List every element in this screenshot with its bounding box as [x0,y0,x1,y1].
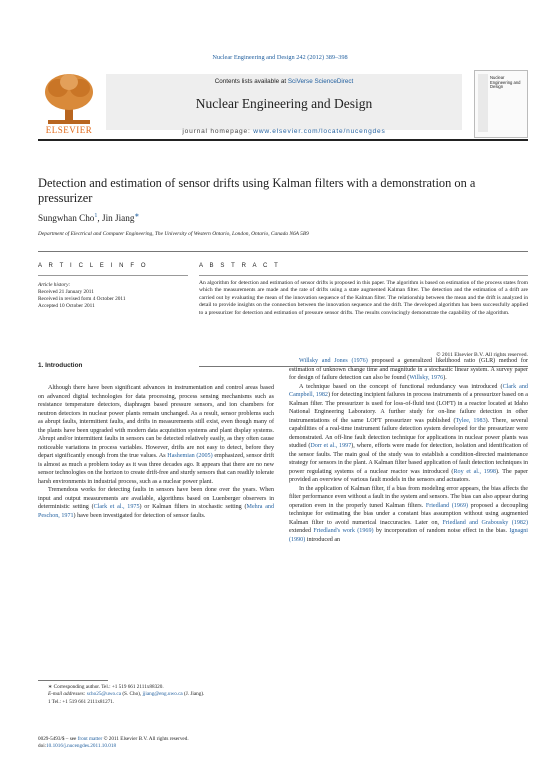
citation-link[interactable]: Clark et al., 1975 [93,504,140,510]
journal-cover-thumbnail[interactable] [474,70,528,138]
abstract-text: An algorithm for detection and estimation of sensor drifts is proposed in this paper. The algorithm is based on estimation of the process states from which the measurements are made and the rate of drifts using a state augmented Kalman filter. The detection and the estimation of a drift are carried out by evaluating the mean of the innovation sequence of the Kalman filter. The relationship between the mean and the drift is analyzed in detail to provide insights on the connection between the innovation sequence and the drift. The developed algorithm has been successfully applied to a pressurizer for detection and estimation of pressure sensor drifts. The results convincingly demonstrate the capability of the algorithm. [199,280,528,316]
abstract-copyright: © 2011 Elsevier B.V. All rights reserved. [436,352,528,358]
footnote-rule [38,680,108,681]
citation-link[interactable]: Roy et al., 1998 [453,468,496,475]
info-divider [38,251,528,252]
paragraph [289,357,528,383]
citation-link[interactable]: Friedland's work (1969) [313,528,374,534]
elsevier-wordmark: ELSEVIER [45,125,93,135]
front-matter-link[interactable]: front matter [77,736,103,742]
author-affiliation: Department of Electrical and Computer Engineering, The University of Western Ontario, London, Ontario, Canada N6A 5B9 [38,231,309,237]
citation-link[interactable]: Tylee, 1983 [455,417,486,424]
citation-link[interactable]: Clark and Campbell, 1982 [289,383,528,398]
issn-line [38,736,298,743]
text-run: ). There, several capabilities of a real-time instrument failure detection system developed for the pressurizer were demonstrated. An off-line fault detection technique for applications in nuclear power plants was studied ( [289,417,528,449]
text-run: by incorporation of random noise effect in the bias. [373,528,510,534]
footnote-corresponding: ∗ Corresponding author. Tel.: +1 519 661 2111x88320. [48,684,164,690]
cover-stripe [478,74,488,132]
author-separator: , [97,213,102,224]
text-run: ) have been investigated for detection of sensor faults. [73,512,206,519]
author-footnote-mark[interactable]: 1 [94,213,98,219]
author-name: Sungwhan Cho [38,213,95,224]
text-run: ). The paper provided an overview of various fault models in the sensors and actuators. [289,468,528,483]
article-info-rule [38,275,188,276]
citation-link[interactable]: Friedland and Grabousky (1982) [442,519,528,526]
text-run: emphasized, sensor drift is almost as much a problem today as it was three decades ago. It appears that there are no new sensor technologies on the horizon to create drift-free and sturdy sensors that can readily tolerate harsh environments in industrial process, such as a nuclear power plant. [38,453,275,485]
doi-block [38,736,298,751]
history-received: Received 21 January 2011 [38,289,94,295]
corresponding-author-mark[interactable]: ∗ [134,213,140,219]
history-revised: Received in revised form 4 October 2011 [38,296,126,302]
article-history [38,282,188,310]
homepage-link[interactable]: www.elsevier.com/locate/nucengdes [253,128,386,135]
text-run: Tremendous works for detecting faults in sensors have been done over the years. When input and output measurements are available, algorithms based on Luenberger observers in deterministic setting ( [38,487,274,510]
body-right-column [289,357,528,544]
journal-homepage [106,128,462,135]
abstract-heading: A B S T R A C T [199,263,281,269]
header-divider [38,139,528,141]
doi-label: doi: [38,743,47,750]
email-link[interactable]: jjiang@eng.uwo.ca [142,691,183,698]
text-run: introduced an [305,536,341,543]
citation-link[interactable]: Willsky and Jones (1976) [299,358,368,364]
text-run: In the application of Kalman filter, if a bias from modeling error appears, the bias affects the filter performance even without a fault in the system and sensors. The bias can also appear during operation even in the properly tuned Kalman filters. [289,485,528,509]
contents-prefix: Contents lists available at [214,78,288,85]
section-heading-introduction: 1. Introduction [38,362,83,369]
email-owner: (J. Jiang). [182,691,205,698]
paragraph [38,486,274,520]
author-name: Jin Jiang [102,213,135,224]
text-run: proposed a decoupling technique for estimating the bias under a constant bias assumption without using augmented Kalman filter to avoid numerical inaccuracies. Later on, [289,502,528,526]
text-run: ), where, efforts were made for detection, isolation and identification of the sensor faults. The main goal of the study was to establish a condition-directed maintenance strategy for sensors in the plant. A Kalman filter based application of fault detection techniques in power regulating systems of a nuclear reactor was introduced ( [289,443,529,475]
homepage-prefix: journal homepage: [182,128,254,135]
citation-link[interactable]: Willsky, 1976 [409,375,444,381]
cover-title: Nuclear Engineering and Design [490,75,521,90]
footnotes [38,684,274,706]
paragraph [38,384,274,486]
rights-text: © 2011 Elsevier B.V. All rights reserved. [102,736,189,742]
text-run: ). [443,375,447,381]
doi-link[interactable]: 10.1016/j.nucengdes.2011.10.018 [46,743,117,750]
doi-line [38,743,298,750]
citation-link[interactable]: Dorr et al., 1997 [310,443,352,449]
article-title: Detection and estimation of sensor drifts using Kalman filters with a demonstration on a pressurizer [38,176,476,205]
paragraph [289,383,528,485]
journal-title: Nuclear Engineering and Design [195,96,373,111]
footnote-1: 1 Tel.: +1 519 661 2111x81271. [48,698,115,705]
text-run: Although there have been significant advances in instrumentation and control areas based on advanced digital technologies for data processing, process sensing mechanisms such as resistance temperature detectors, diaphragm based pressure sensors, and ion chambers for neutron detectors in nuclear power plants remain unchanged. As a result, sensor problems such as abrupt faults, intermittent faults, and drifts in measurements still exist, even though many of the plants have been upgraded with modern data acquisition systems and plant display systems. Abrupt and/or intermittent faults in sensors can be detected relatively easily, as they often cause noticeable variations in process variables. However, drifts are not easy to detect, before they depart significantly enough from the true values. As [38,385,274,459]
sciencedirect-link[interactable]: SciVerse ScienceDirect [287,78,354,85]
article-info-heading: A R T I C L E I N F O [38,263,149,269]
citation-link[interactable]: Hashemian (2005) [167,453,213,459]
abstract-rule [199,275,528,276]
emails-label: E-mail addresses: [48,691,87,698]
email-owner: (S. Cho), [121,691,143,698]
paragraph [289,485,528,545]
history-title: Article history: [38,282,71,288]
contents-line [106,78,462,85]
text-run: ) or Kalman filters in stochastic setting ( [139,504,247,510]
history-accepted: Accepted 10 October 2011 [38,303,95,309]
email-link[interactable]: scho25@uwo.ca [86,691,122,698]
text-run: ) for detecting incipient failures in process instruments of a pressurizer based on a Kalman filter. The pressurizer is used for loss-of-fluid test (LOFT) in a reactor located at Idaho National Engineering Laboratory. A further study for on-line failure detection in other instrumentations of the same LOFT pressurizer was published ( [289,392,528,424]
body-left-column [38,384,274,520]
journal-reference[interactable]: Nuclear Engineering and Design 242 (2012) 389–398 [212,54,348,61]
citation-link[interactable]: Ignagni (1990) [289,528,528,543]
author-list [38,212,139,223]
text-run: A technique based on the concept of functional redundancy was introduced ( [299,383,503,390]
text-run: extended [289,528,314,534]
footnote-emails [38,691,274,698]
issn-text: 0029-5493/$ – see [38,736,78,742]
text-run: proposed a generalized likelihood ratio (GLR) method for estimation of unknown change time and magnitude in a stochastic linear system. A survey paper for design of failure detection can also be found ( [289,358,528,381]
citation-link[interactable]: Friedland (1969) [425,502,469,509]
citation-link[interactable]: Mehra and Peschon, 1971 [38,504,274,519]
